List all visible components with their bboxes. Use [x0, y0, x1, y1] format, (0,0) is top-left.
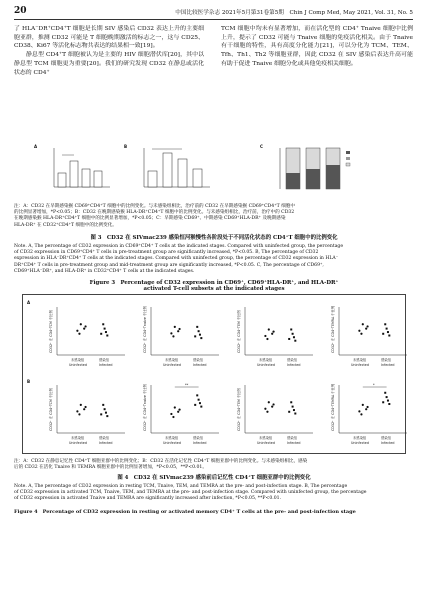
data-point	[102, 323, 104, 325]
figure4-title-zh: 图 4 CD32 在 SIVmac239 感染前后记忆性 CD4⁺T 细胞亚群中的比例变化	[117, 475, 311, 481]
data-point	[172, 416, 174, 418]
x-tick-label: Uninfected	[257, 441, 275, 445]
data-point	[172, 335, 174, 337]
data-point	[105, 412, 107, 414]
x-tick-label: Uninfected	[69, 363, 87, 367]
data-point	[271, 333, 273, 335]
data-point	[199, 402, 201, 404]
data-point	[292, 333, 294, 335]
data-point	[388, 403, 390, 405]
data-point	[272, 403, 274, 405]
y-axis-label: CD32⁺ 在 CD4⁺Tnaive 中比例	[143, 384, 147, 431]
data-point	[293, 336, 295, 338]
paragraph: TCM 细胞中均未有显著增加，而在活化型的 CD4⁺ Tnaive 细胞中比例上升，提示了 CD32 可能与 Tnaive 细胞的免疫活化相关。由于 Tnaive 有干细胞的特性，具有高度分化能力[21]，可以分化为 TCM、TEM、Tfh、Th1、Th2 等细胞亚群，因此 CD32 在 SIV 感染后表达升高可能有助于促进 Tnaive 细胞分化或具他免疫相关细胞。	[221, 26, 413, 67]
right-column	[221, 25, 413, 69]
data-point	[170, 332, 172, 334]
significance-mark: **	[185, 383, 189, 387]
data-point	[194, 404, 196, 406]
data-point	[196, 394, 198, 396]
x-tick-label: 感染组	[99, 436, 109, 440]
figure3-title-en: Figure 3 Percentage of CD32 expression in CD69⁺, CD69⁺HLA-DR⁺, and HLA-DR⁺ activated T-cell subsets at the indicated stages	[89, 280, 339, 292]
data-point	[382, 401, 384, 403]
data-point	[170, 413, 172, 415]
data-point	[386, 396, 388, 398]
data-point	[386, 328, 388, 330]
data-point	[360, 413, 362, 415]
data-point	[358, 410, 360, 412]
data-point	[366, 325, 368, 327]
x-tick-label: Uninfected	[257, 363, 275, 367]
x-tick-label: 未感染组	[165, 436, 179, 440]
data-point	[388, 335, 390, 337]
x-tick-label: Infected	[99, 363, 113, 367]
x-tick-label: 未感染组	[71, 436, 85, 440]
y-axis-label: CD32⁺ 在 CD4⁺TEM 中比例	[237, 310, 241, 353]
x-tick-label: Infected	[193, 363, 207, 367]
x-tick-label: Infected	[287, 363, 301, 367]
figure4-title-en: Figure 4 Percentage of CD32 expression in resting or activated memory CD4⁺ T cells at the pre- and post-infection stage	[14, 509, 356, 515]
data-point	[84, 325, 86, 327]
panel-label-b: B	[124, 144, 128, 149]
x-tick-label: 感染组	[193, 358, 203, 362]
data-point	[384, 323, 386, 325]
figure4-panels	[22, 294, 406, 454]
figure3-title-zh: 图 3 CD32 在 SIVmac239 感染恒河猴慢性各阶段处于不同活化状态的 CD4⁺T 细胞中的比例变化	[90, 235, 338, 241]
x-tick-label: 未感染组	[353, 358, 367, 362]
data-point	[268, 401, 270, 403]
x-tick-label: Infected	[381, 441, 395, 445]
data-point	[198, 330, 200, 332]
y-axis-label: CD32⁺ 在 CD4⁺TEMRA 中比例	[331, 383, 335, 431]
data-point	[80, 404, 82, 406]
data-point	[76, 330, 78, 332]
data-point	[382, 333, 384, 335]
data-point	[104, 408, 106, 410]
data-point	[196, 326, 198, 328]
panel-label-a: A	[34, 144, 38, 149]
data-point	[178, 328, 180, 330]
data-point	[360, 333, 362, 335]
data-point	[80, 323, 82, 325]
data-point	[266, 411, 268, 413]
x-tick-label: 感染组	[287, 436, 297, 440]
y-axis-label: CD32⁺ 在 CD4⁺TCM 中比例	[49, 388, 53, 431]
data-point	[264, 335, 266, 337]
data-point	[78, 333, 80, 335]
panel-label-a: A	[27, 300, 31, 305]
data-point	[178, 409, 180, 411]
data-point	[100, 413, 102, 415]
data-point	[387, 400, 389, 402]
data-point	[200, 337, 202, 339]
y-axis-label: CD32⁺ 在 CD4⁺TEM 中比例	[237, 388, 241, 431]
x-tick-label: Uninfected	[351, 363, 369, 367]
data-point	[102, 404, 104, 406]
running-header	[14, 6, 413, 18]
figure3-note-en: Note. A, The percentage of CD32 expression in CD69⁺CD4⁺ T cells at the indicated stages. Compared with uninfected group, the percentage of CD32 expression in CD69⁺CD4⁺ T cells in pre-treatment group are significantly increased, *P<0.05. B, The percentage of CD32 expression in HLA⁻DR⁺CD4⁺ T cells at the indicated stages. Compared with uninfected group, the percentage of CD32 expression in HLA⁻ DR⁺CD4⁺ T cells in pre-treatment group and mid-treatment group are significantly increased, *P<0.05. C, The percentage of CD69⁺, CD69⁺HLA⁻DR⁺, and HLA-DR⁺ in CD32⁺CD4⁺ T cells at the indicated stages.	[14, 244, 344, 274]
figure3-caption-zh: 注：A：CD32 在早期感染猴 CD69⁺CD4⁺T 细胞中的比例变化。与未感染组相比，治疗前的 CD32 在早期感染猴 CD69⁺CD4⁺T 细胞中 的比例显著增加，*P<0.05；B：CD32 在晚期感染猴 HLA-DR⁺CD4⁺T 细胞中的比例变化。与未感染组相比，治疗前，治疗中的 CD32 在晚期感染猴 HLA-DR⁺CD4⁺T 细胞中的比例显著增加，*P<0.05；C：早期感染 CD69⁺、中期感染 CD69⁺HLA-DR⁺ 及晚期感染 HLA-DR⁺ 在 CD32⁺CD4⁺T 细胞中的比例变化。	[14, 204, 295, 228]
data-point	[106, 335, 108, 337]
data-point	[362, 404, 364, 406]
figure3-panel-c	[260, 144, 350, 189]
page-number: 20	[14, 6, 27, 16]
x-tick-label: 感染组	[99, 358, 109, 362]
data-point	[83, 328, 85, 330]
figure3-panel-b	[124, 144, 210, 187]
data-point	[198, 399, 200, 401]
panel-label-b: B	[27, 379, 31, 384]
data-point	[177, 330, 179, 332]
x-tick-label: 感染组	[193, 436, 203, 440]
data-point	[384, 392, 386, 394]
figure3-panels	[32, 143, 392, 201]
data-point	[264, 408, 266, 410]
figure4-note-en: Note. A, The percentage of CD32 expression in resting TCM, Tnaive, TEM, and TEMRA at the pre- and post-infection stage. B, The percentage of CD32 expression in activated TCM, Tnaive, TEM, and TEMRA at the pre- and post-infection stage. Compared with uninfected group, the percentage of CD32 expression in activated Tnaive and TEMRA are significantly increased after infection, *P<0.05, **P<0.01.	[14, 484, 367, 502]
data-point	[288, 411, 290, 413]
data-point	[294, 340, 296, 342]
data-point	[177, 411, 179, 413]
figure4-caption-zh: 注：A：CD32 在静息记忆性 CD4⁺T 细胞亚群中的比例变化；B：CD32 在活化记忆性 CD4⁺T 细胞亚群中的比例变化。与未感染组相比，感染 后的 CD32 在活化 Tnaive 和 TEMRA 细胞亚群中的比例显著增加，*P<0.05，**P<0.01。	[14, 459, 308, 471]
x-tick-label: Infected	[381, 363, 395, 367]
x-tick-label: Uninfected	[163, 363, 181, 367]
figure3-panel-a	[34, 144, 110, 187]
data-point	[288, 338, 290, 340]
journal-title: 中国比较医学杂志 2021年5月第31卷第5期 Chin J Comp Med, May 2021, Vol. 31, No. 5	[175, 10, 413, 16]
data-point	[174, 326, 176, 328]
x-tick-label: Uninfected	[351, 441, 369, 445]
data-point	[78, 413, 80, 415]
data-point	[104, 328, 106, 330]
data-point	[294, 413, 296, 415]
x-tick-label: Infected	[99, 441, 113, 445]
x-tick-label: Uninfected	[69, 441, 87, 445]
data-point	[200, 406, 202, 408]
x-tick-label: Uninfected	[163, 441, 181, 445]
x-tick-label: 未感染组	[353, 436, 367, 440]
y-axis-label: CD32⁺ 在 CD4⁺TEMRA 中比例	[331, 305, 335, 353]
x-tick-label: 感染组	[381, 436, 391, 440]
data-point	[106, 415, 108, 417]
data-point	[84, 406, 86, 408]
data-point	[293, 409, 295, 411]
data-point	[76, 410, 78, 412]
data-point	[290, 328, 292, 330]
x-tick-label: Infected	[287, 441, 301, 445]
data-point	[194, 335, 196, 337]
x-tick-label: 未感染组	[259, 436, 273, 440]
data-point	[271, 406, 273, 408]
left-column	[14, 25, 204, 77]
data-point	[365, 328, 367, 330]
data-point	[358, 330, 360, 332]
data-point	[199, 334, 201, 336]
data-point	[366, 406, 368, 408]
paragraph: 了 HLA⁻DR⁺CD4⁺T 细胞是长期 SIV 感染后 CD32 表达上升的主要细胞亚群，推测 CD32 可能是 T 细胞晚期激活的标志之一，这与 CD25、CD38、Ki67 等活化标志物共表达的结果相一致[19]。	[14, 26, 204, 50]
data-point	[272, 331, 274, 333]
data-point	[266, 338, 268, 340]
y-axis-label: CD32⁺ 在 CD4⁺TCM 中比例	[49, 310, 53, 353]
data-point	[387, 331, 389, 333]
data-point	[83, 408, 85, 410]
data-point	[292, 406, 294, 408]
y-axis-label: CD32⁺ 在 CD4⁺Tnaive 中比例	[143, 306, 147, 353]
x-tick-label: 未感染组	[71, 358, 85, 362]
x-tick-label: 未感染组	[165, 358, 179, 362]
paragraph: 静息型 CD4⁺T 细胞被认为是主要的 HIV 细胞潜伏库[20]，其中以静息型 TCM 细胞更为重要[20]。我们的研究发现 CD32 在静息或活化状态的 CD4⁺	[14, 52, 204, 76]
x-tick-label: 感染组	[287, 358, 297, 362]
data-point	[100, 333, 102, 335]
header-rule	[14, 19, 413, 20]
data-point	[290, 401, 292, 403]
data-point	[365, 408, 367, 410]
data-point	[174, 406, 176, 408]
data-point	[105, 331, 107, 333]
data-point	[268, 328, 270, 330]
x-tick-label: 感染组	[381, 358, 391, 362]
data-point	[362, 323, 364, 325]
panel-label-c: C	[260, 144, 263, 149]
x-tick-label: Infected	[193, 441, 207, 445]
x-tick-label: 未感染组	[259, 358, 273, 362]
significance-mark: *	[373, 383, 375, 387]
